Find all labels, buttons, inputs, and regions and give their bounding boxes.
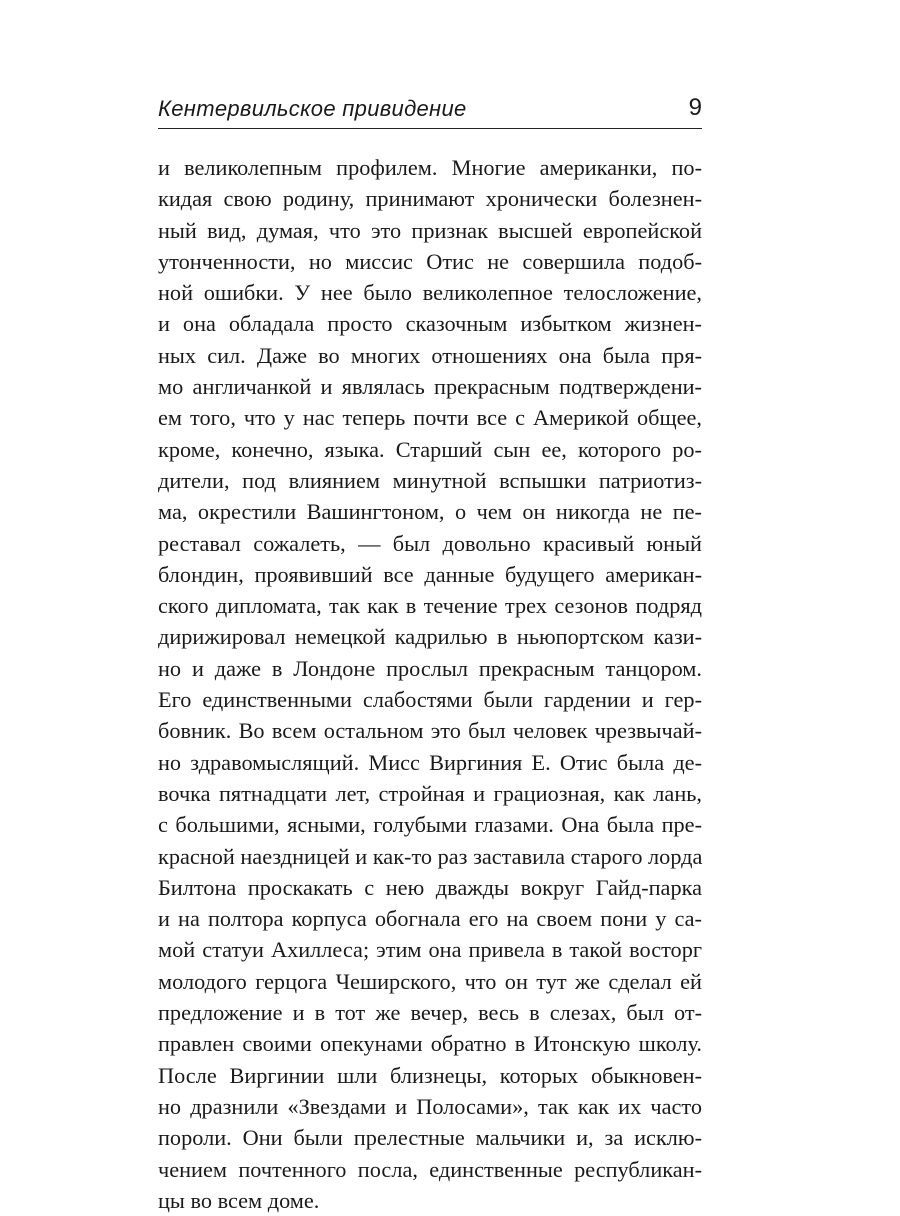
body-text xyxy=(158,152,702,1216)
text-line: и на полтора корпуса обогнала его на своем пони у са- xyxy=(158,906,702,932)
text-line: мой статуи Ахиллеса; этим она привела в такой восторг xyxy=(158,937,702,963)
text-line: ных сил. Даже во многих отношениях она была пря- xyxy=(158,342,702,368)
text-line: пороли. Они были прелестные мальчики и, за исклю- xyxy=(158,1125,702,1151)
text-line: но здравомыслящий. Мисс Виргиния Е. Отис была де- xyxy=(158,749,702,775)
text-line: чением почтенного посла, единственные республикан- xyxy=(158,1156,702,1182)
text-line: предложение и в тот же вечер, весь в слезах, был от- xyxy=(158,1000,702,1026)
text-line: ского дипломата, так как в течение трех сезонов подряд xyxy=(158,593,702,619)
text-line: После Виргинии шли близнецы, которых обыкновен- xyxy=(158,1062,702,1088)
text-line: блондин, проявивший все данные будущего американ- xyxy=(158,561,702,587)
text-line: но и даже в Лондоне прослыл прекрасным танцором. xyxy=(158,655,702,681)
text-line: ной ошибки. У нее было великолепное телосложение, xyxy=(158,280,702,306)
text-line: ем того, что у нас теперь почти все с Америкой общее, xyxy=(158,405,702,431)
text-line: кидая свою родину, принимают хронически болезнен- xyxy=(158,186,702,212)
running-header xyxy=(158,92,702,129)
text-line: цы во всем доме. xyxy=(158,1187,320,1213)
text-line: и великолепным профилем. Многие американки, по- xyxy=(158,155,702,180)
text-line: ный вид, думая, что это признак высшей европейской xyxy=(158,217,702,243)
text-line: мо англичанкой и являлась прекрасным подтверждени- xyxy=(158,374,702,400)
text-line: с большими, ясными, голубыми глазами. Она была пре- xyxy=(158,812,702,838)
text-line: ма, окрестили Вашингтоном, о чем он никогда не пе- xyxy=(158,499,702,525)
text-line: реставал сожалеть, — был довольно красивый юный xyxy=(158,530,702,556)
text-line: правлен своими опекунами обратно в Итонскую школу. xyxy=(158,1031,702,1057)
text-line: но дразнили «Звездами и Полосами», так как их часто xyxy=(158,1093,702,1119)
text-line: кроме, конечно, языка. Старший сын ее, которого ро- xyxy=(158,436,702,462)
text-line: бовник. Во всем остальном это был человек чрезвычай- xyxy=(158,718,702,744)
text-line: и она обладала просто сказочным избытком жизнен- xyxy=(158,311,702,337)
text-line: красной наездницей и как-то раз заставила старого лорда xyxy=(158,843,703,869)
page-number: 9 xyxy=(688,94,702,121)
text-line: Его единственными слабостями были гардении и гер- xyxy=(158,687,702,713)
text-line: вочка пятнадцати лет, стройная и грациозная, как лань, xyxy=(158,780,702,806)
text-line: дители, под влиянием минутной вспышки патриотиз- xyxy=(158,467,702,493)
running-title: Кентервильское привидение xyxy=(158,96,467,121)
text-line: молодого герцога Чеширского, что он тут же сделал ей xyxy=(158,968,702,994)
text-line: дирижировал немецкой кадрилью в ньюпортском кази- xyxy=(158,624,702,650)
text-line: утонченности, но миссис Отис не совершила подоб- xyxy=(158,248,702,274)
text-line: Билтона проскакать с нею дважды вокруг Гайд-парка xyxy=(158,874,702,900)
